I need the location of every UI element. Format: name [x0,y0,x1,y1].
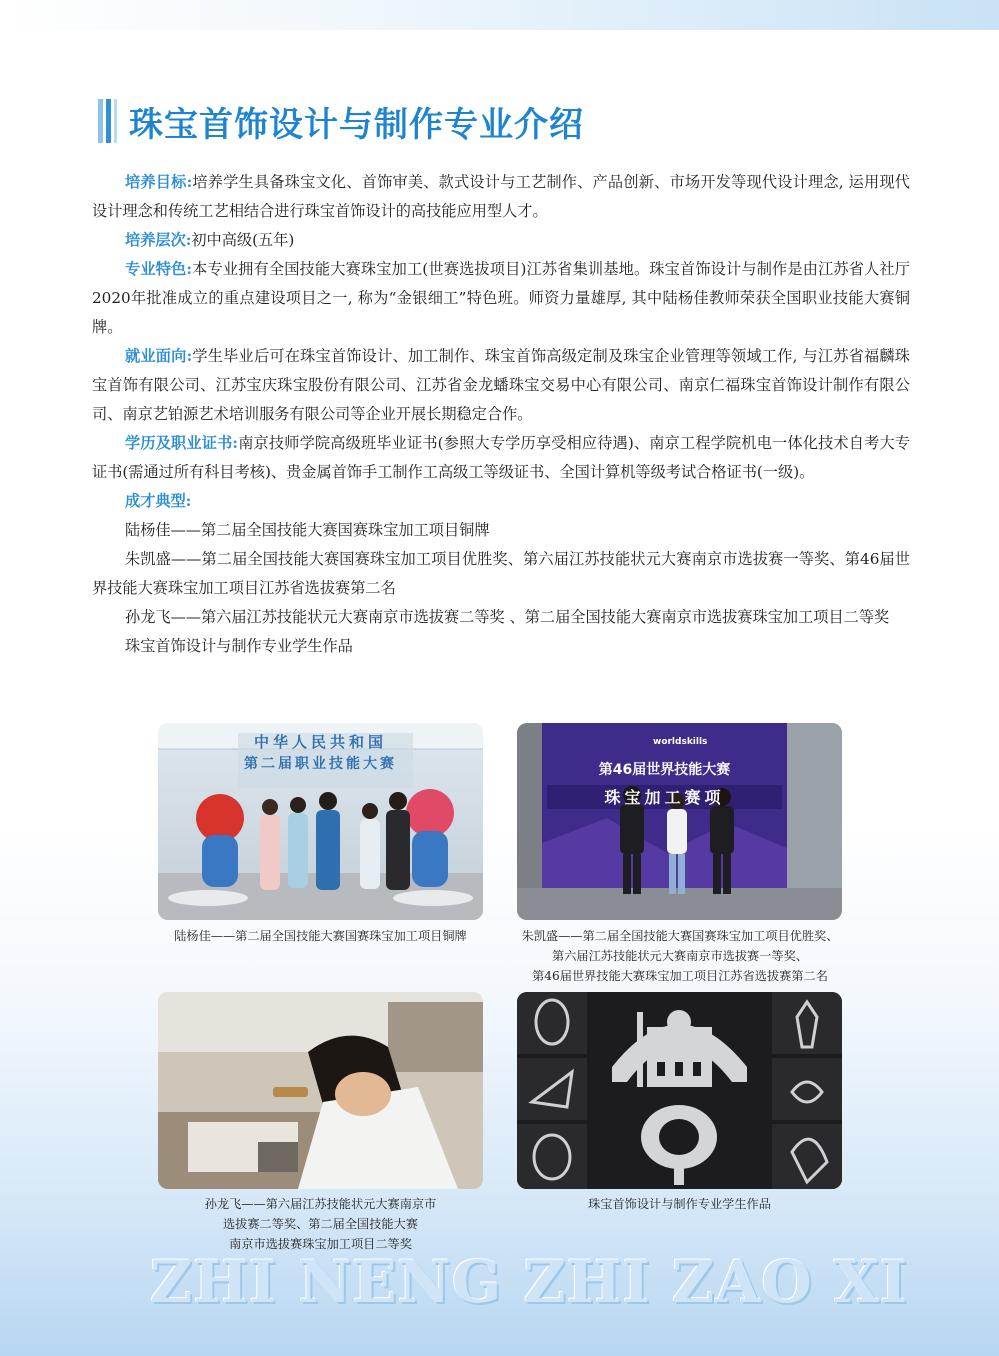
worldskills-banner-line2: 珠宝加工赛项 [604,788,725,807]
talent-item: 陆杨佳——第二届全国技能大赛国赛珠宝加工项目铜牌 [125,521,490,539]
goal-label: 培养目标: [125,173,193,191]
worldskills-logo: worldskills [653,737,708,747]
caption-line: 第46届世界技能大赛珠宝加工项目江苏省选拔赛第二名 [532,969,828,983]
talent-item: 朱凯盛——第二届全国技能大赛国赛珠宝加工项目优胜奖、第六届江苏技能状元大赛南京市选拔赛一等奖、第46届世界技能大赛珠宝加工项目江苏省选拔赛第二名 [92,550,910,597]
goal-paragraph [92,168,910,226]
competition-banner-line1: 中华人民共和国 [253,733,387,751]
employment-paragraph [92,342,910,429]
top-gradient-bar [0,0,999,30]
cert-label: 学历及职业证书: [125,434,239,452]
goal-text: 培养学生具备珠宝文化、首饰审美、款式设计与工艺制作、产品创新、市场开发等现代设计理念, 运用现代设计理念和传统工艺相结合进行珠宝首饰设计的高技能应用型人才。 [92,173,910,220]
employment-label: 就业面向: [125,347,193,365]
feature-label: 专业特色: [125,260,192,278]
photo-caption: 陆杨佳——第二届全国技能大赛国赛珠宝加工项目铜牌 [174,929,467,943]
intro-body [92,168,910,661]
caption-line: 第六届江苏技能状元大赛南京市选拔赛一等奖、 [552,949,808,963]
photo-student-workbench [158,992,483,1189]
employment-text: 学生毕业后可在珠宝首饰设计、加工制作、珠宝首饰高级定制及珠宝企业管理等领域工作, 与江苏省福麟珠宝首饰有限公司、江苏宝庆珠宝股份有限公司、江苏省金龙蟠珠宝交易中心有限公司、南京仁福珠宝首饰设计制作有限公司、南京艺铂源艺术培训服务有限公司等企业开展长期稳定合作。 [92,347,910,423]
watermark-text: ZHI NENG ZHI ZAO XI [150,1248,909,1316]
photo-caption [495,926,865,986]
competition-banner-line2: 第二届职业技能大赛 [244,756,397,772]
cert-text: 南京技师学院高级班毕业证书(参照大专学历享受相应待遇)、南京工程学院机电一体化技术自考大专证书(需通过所有科目考核)、贵金属首饰手工制作工高级工等级证书、全国计算机等级考试合格证书(一级)。 [92,434,911,481]
feature-paragraph [92,255,910,342]
talent-label: 成才典型: [125,492,192,510]
page-header [98,98,584,144]
photo-competition-group [158,723,483,920]
worldskills-banner-line1: 第46届世界技能大赛 [598,762,731,778]
feature-text: 本专业拥有全国技能大赛珠宝加工(世赛选拔项目)江苏省集训基地。珠宝首饰设计与制作是由江苏省人社厅2020年批准成立的重点建设项目之一, 称为“金银细工”特色班。师资力量雄厚, 其中陆杨佳教师荣获全国职业技能大赛铜牌。 [92,260,910,336]
caption-line: 朱凯盛——第二届全国技能大赛国赛珠宝加工项目优胜奖、 [521,929,839,943]
photo-silver-works [517,992,842,1189]
photo-caption: 珠宝首饰设计与制作专业学生作品 [588,1197,771,1211]
photo-worldskills-stage [517,723,842,920]
level-text: 初中高级(五年) [191,231,295,249]
talent-item: 孙龙飞——第六届江苏技能状元大赛南京市选拔赛二等奖 、第二届全国技能大赛南京市选拔赛珠宝加工项目二等奖 [125,608,890,626]
caption-line: 孙龙飞——第六届江苏技能状元大赛南京市 [204,1197,437,1211]
title-accent-bars [98,99,117,143]
caption-line: 南京市选拔赛珠宝加工项目二等奖 [229,1237,412,1251]
caption-line: 选拔赛二等奖、第二届全国技能大赛 [223,1217,418,1231]
level-label: 培养层次: [125,231,192,249]
cert-paragraph [92,429,910,487]
talent-heading [92,487,910,516]
photo-caption [158,1194,483,1254]
level-paragraph [92,226,910,255]
page-title: 珠宝首饰设计与制作专业介绍 [129,104,584,145]
works-line: 珠宝首饰设计与制作专业学生作品 [125,637,353,655]
